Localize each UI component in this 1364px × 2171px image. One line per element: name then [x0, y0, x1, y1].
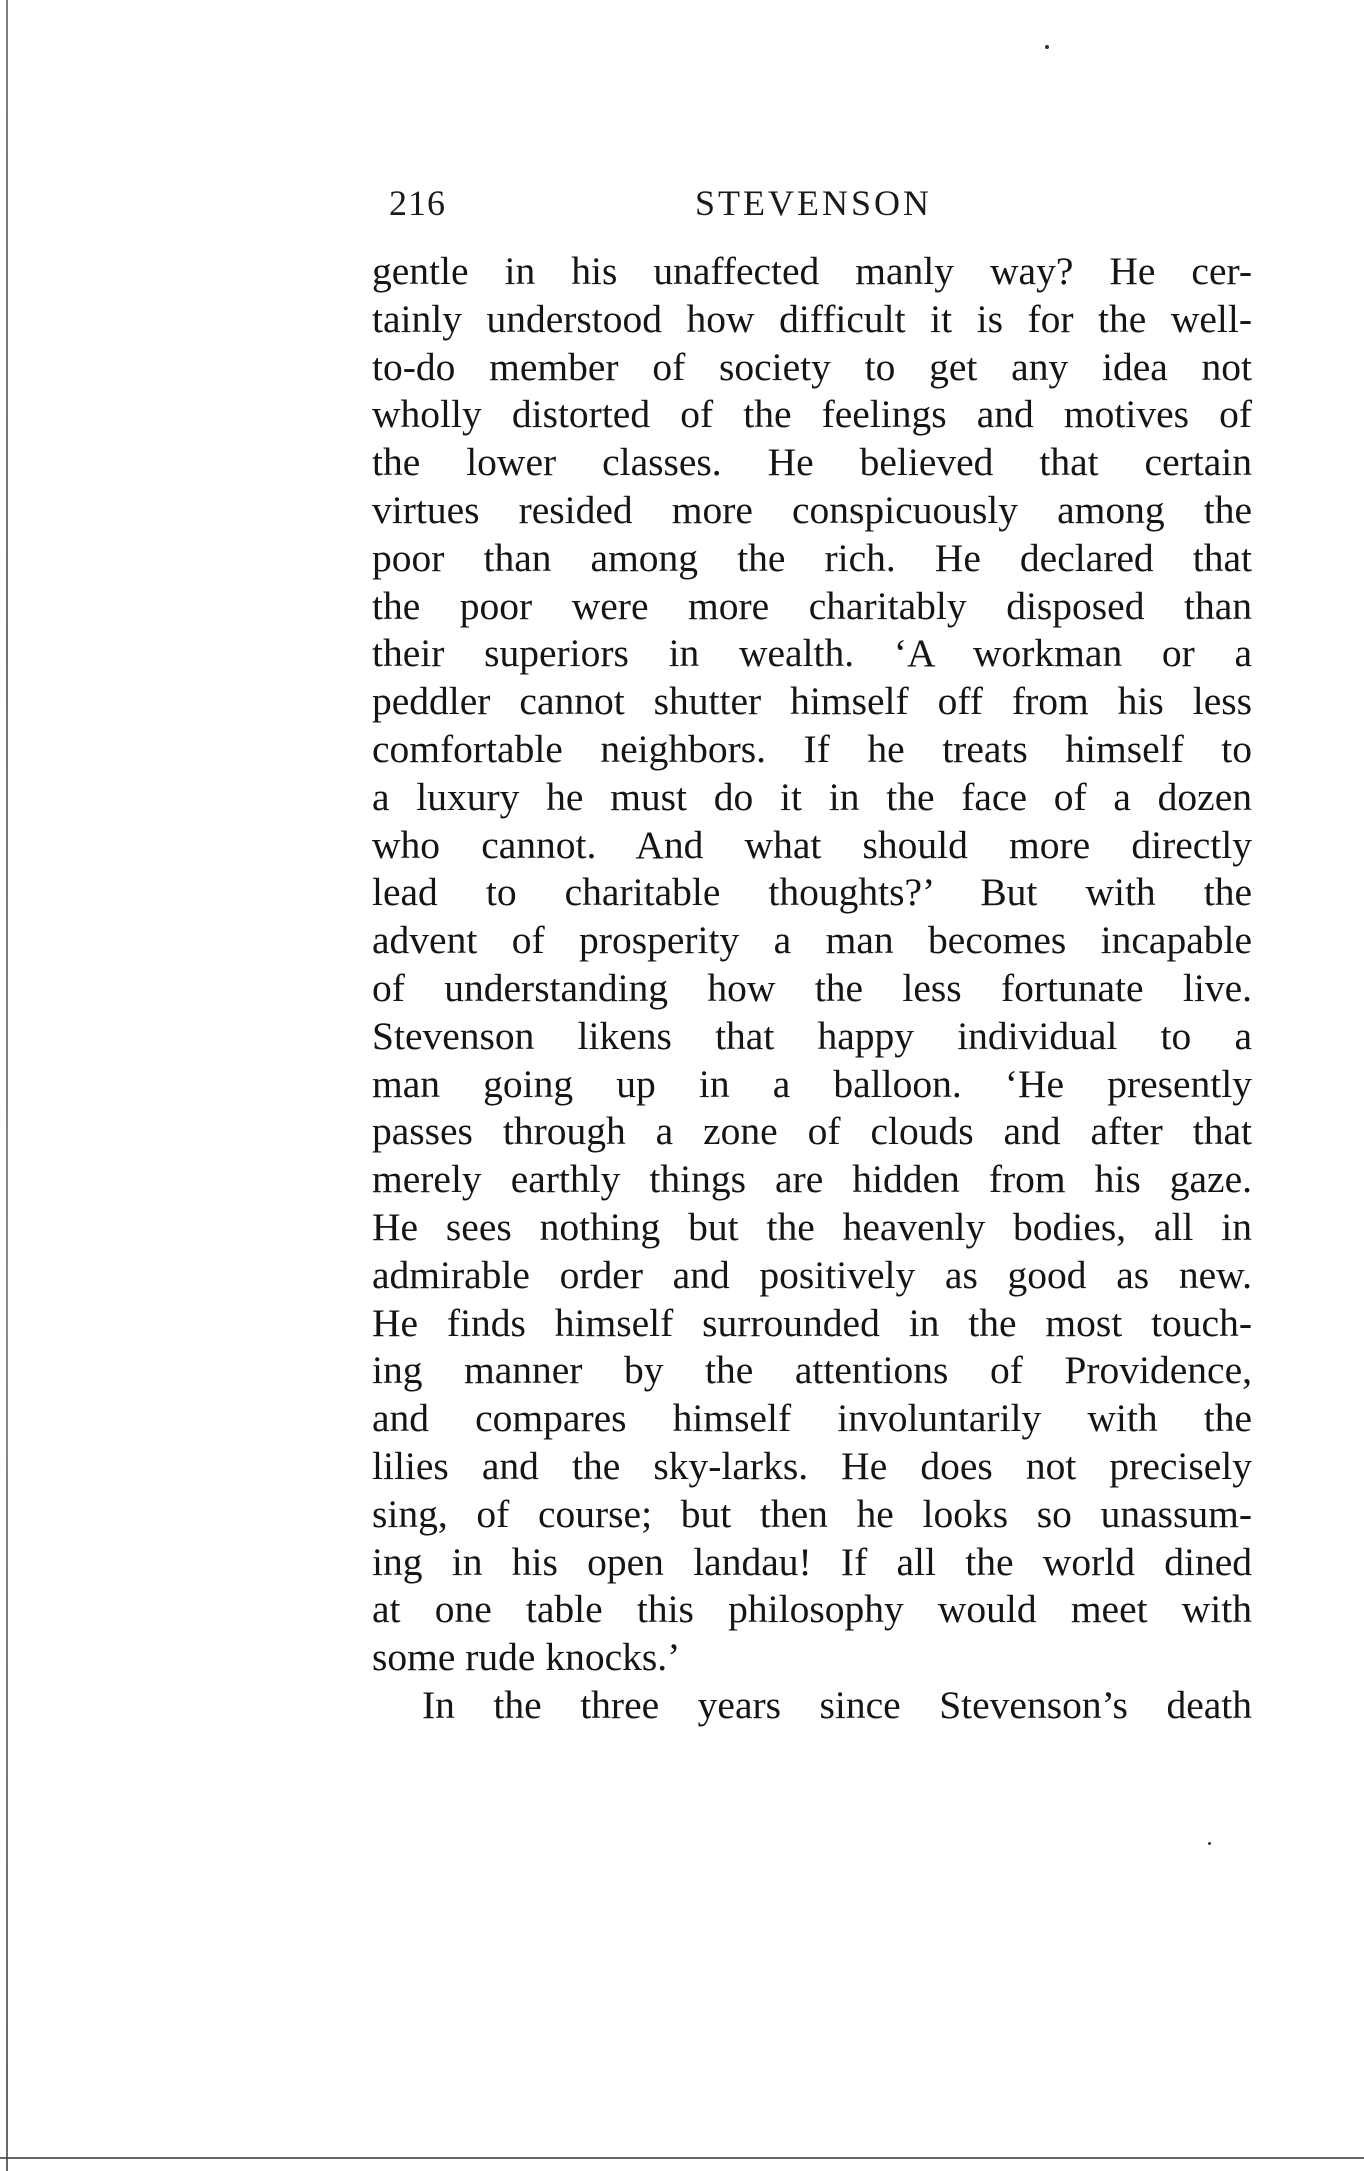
text-line: gentle in his unaffected manly way? He cer- [372, 249, 1252, 293]
text-line: to-do member of society to get any idea not [372, 344, 1252, 389]
text-line: advent of prosperity a man becomes incapable [372, 918, 1252, 963]
text-line: a luxury he must do it in the face of a dozen [372, 774, 1252, 819]
text-line: wholly distorted of the feelings and motives of [372, 392, 1252, 437]
paragraph [372, 248, 1252, 1682]
text-line: their superiors in wealth. ‘A workman or a [372, 631, 1252, 676]
page-header [389, 182, 949, 232]
text-line: ing manner by the attentions of Providence, [372, 1348, 1252, 1393]
page-number: 216 [389, 183, 446, 223]
text-line: comfortable neighbors. If he treats himself to [372, 726, 1252, 771]
text-line: and compares himself involuntarily with the [372, 1396, 1252, 1441]
scan-bottom-edge [0, 2157, 1364, 2159]
text-line: He finds himself surrounded in the most touch- [372, 1300, 1252, 1345]
text-line: Stevenson likens that happy individual to a [372, 1013, 1252, 1058]
paragraph [372, 1682, 1252, 1730]
scan-left-edge [6, 0, 8, 2171]
text-line: who cannot. And what should more directly [372, 822, 1252, 867]
text-line: at one table this philosophy would meet with [372, 1587, 1252, 1632]
text-line: admirable order and positively as good as new. [372, 1252, 1252, 1297]
text-line: passes through a zone of clouds and after that [372, 1109, 1252, 1154]
text-line: lead to charitable thoughts?’ But with the [372, 870, 1252, 915]
text-line: virtues resided more conspicuously among the [372, 487, 1252, 532]
text-line: sing, of course; but then he looks so unassum- [372, 1491, 1252, 1536]
body-text [372, 248, 1252, 1730]
text-line: man going up in a balloon. ‘He presently [372, 1061, 1252, 1106]
scan-speck [1208, 1842, 1211, 1845]
running-title: STEVENSON [695, 183, 933, 223]
text-line: poor than among the rich. He declared that [372, 535, 1252, 580]
text-line: the lower classes. He believed that certain [372, 440, 1252, 485]
scan-speck [1045, 45, 1049, 49]
text-line: lilies and the sky-larks. He does not precisely [372, 1443, 1252, 1488]
text-line: He sees nothing but the heavenly bodies, all in [372, 1204, 1252, 1249]
text-line: peddler cannot shutter himself off from his less [372, 679, 1252, 724]
text-line: tainly understood how difficult it is for the well- [372, 296, 1252, 341]
text-line: ing in his open landau! If all the world dined [372, 1539, 1252, 1584]
text-line: of understanding how the less fortunate live. [372, 965, 1252, 1010]
text-line: In the three years since Stevenson’s death [422, 1682, 1252, 1727]
text-line: merely earthly things are hidden from his gaze. [372, 1157, 1252, 1202]
text-line: the poor were more charitably disposed than [372, 583, 1252, 628]
text-line: some rude knocks.’ [372, 1635, 681, 1680]
